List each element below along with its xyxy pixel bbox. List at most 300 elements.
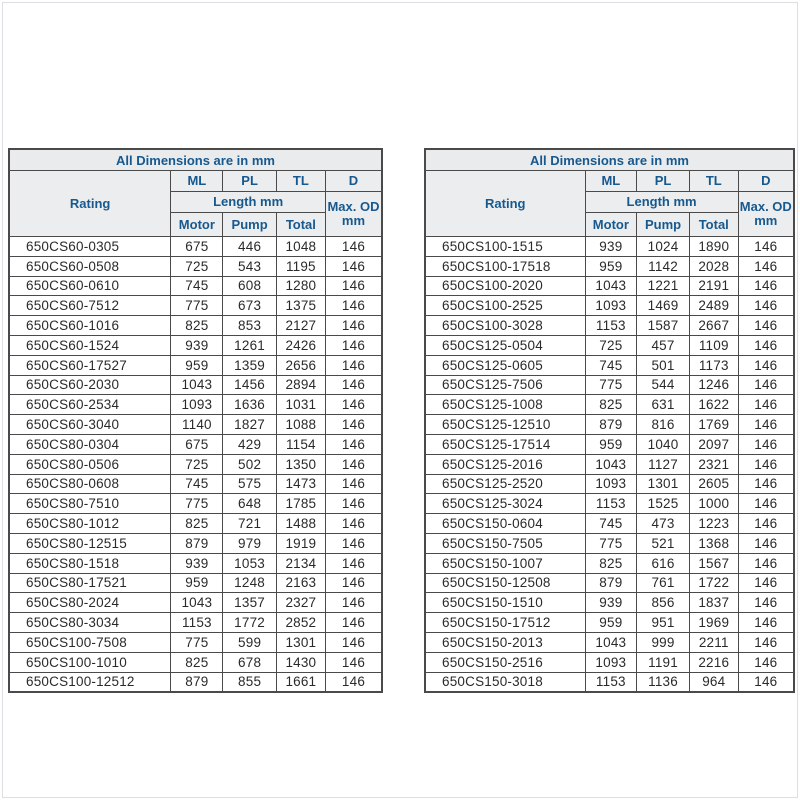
value-cell: 1456 xyxy=(223,376,275,395)
value-cell: 725 xyxy=(171,257,222,276)
rating-cell: 650CS125-2016 xyxy=(426,455,585,474)
table-row xyxy=(426,494,793,513)
header-pump: Pump xyxy=(223,213,275,236)
value-cell: 146 xyxy=(739,257,793,276)
header-length-mm: Length mm xyxy=(586,192,738,212)
value-cell: 146 xyxy=(326,455,381,474)
value-cell: 1053 xyxy=(223,554,275,573)
value-cell: 745 xyxy=(171,475,222,494)
rating-cell: 650CS60-17527 xyxy=(10,356,170,375)
value-cell: 1919 xyxy=(277,534,325,553)
value-cell: 146 xyxy=(326,257,381,276)
table-row xyxy=(10,593,381,612)
value-cell: 146 xyxy=(739,435,793,454)
value-cell: 1827 xyxy=(223,415,275,434)
value-cell: 146 xyxy=(739,336,793,355)
table-row xyxy=(10,475,381,494)
value-cell: 146 xyxy=(326,653,381,672)
value-cell: 959 xyxy=(586,257,637,276)
header-max-od-label: Max. OD xyxy=(739,199,792,214)
table-row xyxy=(10,554,381,573)
value-cell: 1043 xyxy=(586,277,637,296)
rating-cell: 650CS80-1518 xyxy=(10,554,170,573)
value-cell: 1722 xyxy=(690,574,738,593)
rating-cell: 650CS100-2020 xyxy=(426,277,585,296)
value-cell: 964 xyxy=(690,673,738,692)
value-cell: 959 xyxy=(586,435,637,454)
value-cell: 1661 xyxy=(277,673,325,692)
value-cell: 457 xyxy=(637,336,689,355)
table-row xyxy=(426,613,793,632)
rating-cell: 650CS100-12512 xyxy=(10,673,170,692)
value-cell: 745 xyxy=(586,514,637,533)
value-cell: 853 xyxy=(223,316,275,335)
value-cell: 1093 xyxy=(586,296,637,315)
value-cell: 1191 xyxy=(637,653,689,672)
value-cell: 879 xyxy=(586,574,637,593)
table-title: All Dimensions are in mm xyxy=(10,150,381,170)
header-pump: Pump xyxy=(637,213,689,236)
table-row xyxy=(10,237,381,256)
value-cell: 1525 xyxy=(637,494,689,513)
value-cell: 1043 xyxy=(586,455,637,474)
value-cell: 725 xyxy=(586,336,637,355)
value-cell: 146 xyxy=(326,593,381,612)
value-cell: 1153 xyxy=(586,494,637,513)
value-cell: 146 xyxy=(326,613,381,632)
rating-cell: 650CS125-2520 xyxy=(426,475,585,494)
value-cell: 146 xyxy=(739,455,793,474)
value-cell: 1040 xyxy=(637,435,689,454)
table-row xyxy=(426,653,793,672)
rating-cell: 650CS80-0304 xyxy=(10,435,170,454)
value-cell: 146 xyxy=(326,673,381,692)
rating-cell: 650CS60-0305 xyxy=(10,237,170,256)
value-cell: 2216 xyxy=(690,653,738,672)
value-cell: 1473 xyxy=(277,475,325,494)
value-cell: 146 xyxy=(326,395,381,414)
value-cell: 979 xyxy=(223,534,275,553)
value-cell: 673 xyxy=(223,296,275,315)
value-cell: 1587 xyxy=(637,316,689,335)
rating-cell: 650CS60-1524 xyxy=(10,336,170,355)
value-cell: 745 xyxy=(586,356,637,375)
value-cell: 146 xyxy=(326,277,381,296)
value-cell: 1890 xyxy=(690,237,738,256)
table-row xyxy=(426,574,793,593)
value-cell: 2426 xyxy=(277,336,325,355)
header-max-od-unit: mm xyxy=(754,213,778,228)
table-row xyxy=(10,435,381,454)
value-cell: 1024 xyxy=(637,237,689,256)
value-cell: 599 xyxy=(223,633,275,652)
header-pl: PL xyxy=(637,171,689,191)
value-cell: 146 xyxy=(739,395,793,414)
table-title: All Dimensions are in mm xyxy=(426,150,793,170)
rating-cell: 650CS125-0605 xyxy=(426,356,585,375)
rating-cell: 650CS150-1510 xyxy=(426,593,585,612)
value-cell: 1221 xyxy=(637,277,689,296)
value-cell: 146 xyxy=(739,613,793,632)
rating-cell: 650CS60-0610 xyxy=(10,277,170,296)
rating-cell: 650CS150-3018 xyxy=(426,673,585,692)
value-cell: 1636 xyxy=(223,395,275,414)
value-cell: 2852 xyxy=(277,613,325,632)
table-row xyxy=(10,455,381,474)
header-motor: Motor xyxy=(586,213,637,236)
value-cell: 1223 xyxy=(690,514,738,533)
rating-cell: 650CS80-1012 xyxy=(10,514,170,533)
table-body xyxy=(10,237,381,691)
table-row xyxy=(426,593,793,612)
value-cell: 1359 xyxy=(223,356,275,375)
value-cell: 429 xyxy=(223,435,275,454)
value-cell: 1173 xyxy=(690,356,738,375)
value-cell: 146 xyxy=(326,574,381,593)
rating-cell: 650CS150-2013 xyxy=(426,633,585,652)
header-total: Total xyxy=(277,213,325,236)
value-cell: 1136 xyxy=(637,673,689,692)
rating-cell: 650CS60-1016 xyxy=(10,316,170,335)
value-cell: 1350 xyxy=(277,455,325,474)
value-cell: 775 xyxy=(171,494,222,513)
table-row xyxy=(426,633,793,652)
value-cell: 825 xyxy=(171,514,222,533)
value-cell: 879 xyxy=(586,415,637,434)
rating-cell: 650CS150-0604 xyxy=(426,514,585,533)
value-cell: 1301 xyxy=(277,633,325,652)
table-row xyxy=(426,257,793,276)
value-cell: 631 xyxy=(637,395,689,414)
value-cell: 825 xyxy=(586,395,637,414)
value-cell: 146 xyxy=(326,415,381,434)
value-cell: 1048 xyxy=(277,237,325,256)
header-max-od-unit: mm xyxy=(341,213,366,228)
value-cell: 1153 xyxy=(586,316,637,335)
table-row xyxy=(426,336,793,355)
value-cell: 608 xyxy=(223,277,275,296)
value-cell: 939 xyxy=(586,237,637,256)
header-ml: ML xyxy=(586,171,637,191)
value-cell: 1430 xyxy=(277,653,325,672)
table-row xyxy=(426,554,793,573)
rating-cell: 650CS60-0508 xyxy=(10,257,170,276)
rating-cell: 650CS80-0608 xyxy=(10,475,170,494)
header-max-od-label: Max. OD xyxy=(327,199,380,214)
rating-cell: 650CS100-2525 xyxy=(426,296,585,315)
value-cell: 1469 xyxy=(637,296,689,315)
value-cell: 146 xyxy=(739,653,793,672)
rating-cell: 650CS80-0506 xyxy=(10,455,170,474)
value-cell: 2327 xyxy=(277,593,325,612)
value-cell: 856 xyxy=(637,593,689,612)
value-cell: 1031 xyxy=(277,395,325,414)
header-tl: TL xyxy=(690,171,738,191)
table-row xyxy=(426,455,793,474)
rating-cell: 650CS60-2030 xyxy=(10,376,170,395)
value-cell: 775 xyxy=(586,534,637,553)
value-cell: 1622 xyxy=(690,395,738,414)
rating-cell: 650CS150-1007 xyxy=(426,554,585,573)
value-cell: 146 xyxy=(326,554,381,573)
value-cell: 1368 xyxy=(690,534,738,553)
value-cell: 855 xyxy=(223,673,275,692)
value-cell: 146 xyxy=(326,494,381,513)
value-cell: 648 xyxy=(223,494,275,513)
value-cell: 446 xyxy=(223,237,275,256)
value-cell: 1280 xyxy=(277,277,325,296)
value-cell: 1153 xyxy=(586,673,637,692)
value-cell: 2028 xyxy=(690,257,738,276)
header-rating: Rating xyxy=(426,171,585,236)
value-cell: 1261 xyxy=(223,336,275,355)
value-cell: 146 xyxy=(326,376,381,395)
value-cell: 1375 xyxy=(277,296,325,315)
header-rating: Rating xyxy=(10,171,170,236)
value-cell: 721 xyxy=(223,514,275,533)
table-row xyxy=(426,534,793,553)
table-row xyxy=(10,356,381,375)
value-cell: 1043 xyxy=(171,376,222,395)
value-cell: 2656 xyxy=(277,356,325,375)
value-cell: 146 xyxy=(326,316,381,335)
header-total: Total xyxy=(690,213,738,236)
table-header xyxy=(426,171,793,236)
table-row xyxy=(426,435,793,454)
value-cell: 1093 xyxy=(171,395,222,414)
value-cell: 816 xyxy=(637,415,689,434)
value-cell: 146 xyxy=(326,633,381,652)
rating-cell: 650CS150-2516 xyxy=(426,653,585,672)
value-cell: 2097 xyxy=(690,435,738,454)
table-row xyxy=(10,277,381,296)
table-row xyxy=(426,514,793,533)
table-body xyxy=(426,237,793,691)
table-row xyxy=(10,653,381,672)
header-length-mm: Length mm xyxy=(171,192,325,212)
value-cell: 2134 xyxy=(277,554,325,573)
value-cell: 825 xyxy=(171,316,222,335)
header-max-od xyxy=(326,192,381,236)
rating-cell: 650CS80-2024 xyxy=(10,593,170,612)
value-cell: 2127 xyxy=(277,316,325,335)
value-cell: 2211 xyxy=(690,633,738,652)
value-cell: 775 xyxy=(171,296,222,315)
table-row xyxy=(426,415,793,434)
value-cell: 1043 xyxy=(586,633,637,652)
value-cell: 1195 xyxy=(277,257,325,276)
value-cell: 939 xyxy=(171,336,222,355)
rating-cell: 650CS60-3040 xyxy=(10,415,170,434)
table-row xyxy=(10,633,381,652)
value-cell: 146 xyxy=(326,514,381,533)
table-row xyxy=(426,376,793,395)
value-cell: 2191 xyxy=(690,277,738,296)
value-cell: 1142 xyxy=(637,257,689,276)
value-cell: 959 xyxy=(171,574,222,593)
value-cell: 146 xyxy=(739,277,793,296)
value-cell: 761 xyxy=(637,574,689,593)
value-cell: 146 xyxy=(739,237,793,256)
value-cell: 502 xyxy=(223,455,275,474)
table-row xyxy=(426,296,793,315)
table-row xyxy=(10,415,381,434)
value-cell: 146 xyxy=(739,574,793,593)
value-cell: 1248 xyxy=(223,574,275,593)
value-cell: 575 xyxy=(223,475,275,494)
value-cell: 1301 xyxy=(637,475,689,494)
rating-cell: 650CS80-3034 xyxy=(10,613,170,632)
value-cell: 146 xyxy=(326,356,381,375)
value-cell: 879 xyxy=(171,534,222,553)
header-tl: TL xyxy=(277,171,325,191)
header-max-od xyxy=(739,192,793,236)
value-cell: 1109 xyxy=(690,336,738,355)
table-header xyxy=(10,171,381,236)
table-row xyxy=(426,395,793,414)
header-ml: ML xyxy=(171,171,222,191)
table-row xyxy=(10,257,381,276)
value-cell: 146 xyxy=(739,475,793,494)
table-row xyxy=(10,574,381,593)
rating-cell: 650CS100-7508 xyxy=(10,633,170,652)
table-row xyxy=(426,277,793,296)
value-cell: 1769 xyxy=(690,415,738,434)
value-cell: 2667 xyxy=(690,316,738,335)
value-cell: 725 xyxy=(171,455,222,474)
value-cell: 146 xyxy=(739,514,793,533)
value-cell: 146 xyxy=(326,296,381,315)
rating-cell: 650CS80-7510 xyxy=(10,494,170,513)
value-cell: 501 xyxy=(637,356,689,375)
value-cell: 1154 xyxy=(277,435,325,454)
value-cell: 146 xyxy=(326,534,381,553)
value-cell: 1153 xyxy=(171,613,222,632)
value-cell: 616 xyxy=(637,554,689,573)
value-cell: 1093 xyxy=(586,653,637,672)
table-row xyxy=(10,494,381,513)
value-cell: 146 xyxy=(739,356,793,375)
rating-cell: 650CS125-3024 xyxy=(426,494,585,513)
value-cell: 473 xyxy=(637,514,689,533)
table-row xyxy=(426,237,793,256)
value-cell: 146 xyxy=(739,316,793,335)
header-pl: PL xyxy=(223,171,275,191)
value-cell: 521 xyxy=(637,534,689,553)
table-row xyxy=(426,356,793,375)
value-cell: 146 xyxy=(739,415,793,434)
table-row xyxy=(10,673,381,692)
value-cell: 678 xyxy=(223,653,275,672)
rating-cell: 650CS125-17514 xyxy=(426,435,585,454)
dimensions-table-right xyxy=(424,148,795,693)
value-cell: 1837 xyxy=(690,593,738,612)
value-cell: 879 xyxy=(171,673,222,692)
rating-cell: 650CS125-0504 xyxy=(426,336,585,355)
value-cell: 2605 xyxy=(690,475,738,494)
table-row xyxy=(10,613,381,632)
value-cell: 2489 xyxy=(690,296,738,315)
value-cell: 544 xyxy=(637,376,689,395)
rating-cell: 650CS150-17512 xyxy=(426,613,585,632)
rating-cell: 650CS150-12508 xyxy=(426,574,585,593)
value-cell: 146 xyxy=(739,554,793,573)
value-cell: 675 xyxy=(171,237,222,256)
table-row xyxy=(10,296,381,315)
value-cell: 1785 xyxy=(277,494,325,513)
value-cell: 959 xyxy=(171,356,222,375)
value-cell: 146 xyxy=(739,296,793,315)
value-cell: 543 xyxy=(223,257,275,276)
value-cell: 2894 xyxy=(277,376,325,395)
value-cell: 951 xyxy=(637,613,689,632)
value-cell: 2163 xyxy=(277,574,325,593)
value-cell: 825 xyxy=(586,554,637,573)
value-cell: 775 xyxy=(171,633,222,652)
rating-cell: 650CS100-1010 xyxy=(10,653,170,672)
value-cell: 146 xyxy=(326,237,381,256)
value-cell: 1488 xyxy=(277,514,325,533)
value-cell: 146 xyxy=(739,534,793,553)
rating-cell: 650CS60-7512 xyxy=(10,296,170,315)
rating-cell: 650CS150-7505 xyxy=(426,534,585,553)
value-cell: 1567 xyxy=(690,554,738,573)
table-row xyxy=(10,534,381,553)
rating-cell: 650CS100-3028 xyxy=(426,316,585,335)
value-cell: 146 xyxy=(739,494,793,513)
value-cell: 1969 xyxy=(690,613,738,632)
value-cell: 959 xyxy=(586,613,637,632)
value-cell: 1000 xyxy=(690,494,738,513)
table-row xyxy=(426,475,793,494)
value-cell: 745 xyxy=(171,277,222,296)
value-cell: 939 xyxy=(586,593,637,612)
rating-cell: 650CS125-7506 xyxy=(426,376,585,395)
value-cell: 1093 xyxy=(586,475,637,494)
rating-cell: 650CS125-12510 xyxy=(426,415,585,434)
value-cell: 146 xyxy=(739,633,793,652)
table-row xyxy=(426,673,793,692)
table-row xyxy=(10,316,381,335)
header-motor: Motor xyxy=(171,213,222,236)
rating-cell: 650CS125-1008 xyxy=(426,395,585,414)
value-cell: 146 xyxy=(739,593,793,612)
value-cell: 1088 xyxy=(277,415,325,434)
rating-cell: 650CS80-12515 xyxy=(10,534,170,553)
value-cell: 675 xyxy=(171,435,222,454)
value-cell: 146 xyxy=(739,376,793,395)
rating-cell: 650CS60-2534 xyxy=(10,395,170,414)
value-cell: 146 xyxy=(739,673,793,692)
table-row xyxy=(426,316,793,335)
table-row xyxy=(10,395,381,414)
value-cell: 775 xyxy=(586,376,637,395)
value-cell: 1772 xyxy=(223,613,275,632)
value-cell: 825 xyxy=(171,653,222,672)
value-cell: 146 xyxy=(326,336,381,355)
value-cell: 2321 xyxy=(690,455,738,474)
table-row xyxy=(10,514,381,533)
value-cell: 1043 xyxy=(171,593,222,612)
value-cell: 1246 xyxy=(690,376,738,395)
value-cell: 146 xyxy=(326,435,381,454)
header-d: D xyxy=(326,171,381,191)
rating-cell: 650CS80-17521 xyxy=(10,574,170,593)
table-row xyxy=(10,376,381,395)
value-cell: 999 xyxy=(637,633,689,652)
table-row xyxy=(10,336,381,355)
rating-cell: 650CS100-17518 xyxy=(426,257,585,276)
